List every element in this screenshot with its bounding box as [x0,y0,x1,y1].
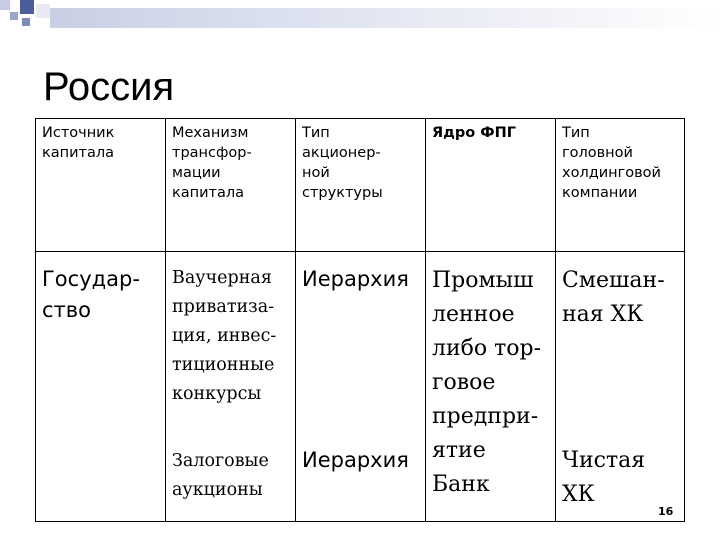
core-value-1: Промыш ленное либо тор- говое предпри- ятие [432,268,542,463]
decorative-square [22,18,30,26]
cell-mechanism [166,252,296,522]
cell-structure [296,252,426,522]
holding-value-1: Смешан- ная ХК [562,268,665,327]
header-label: Источник капитала [42,125,115,161]
holding-value-2: Чистая ХК [562,448,646,507]
header-label: Механизм трансфор- мации капитала [172,125,252,201]
decorative-square [10,12,18,20]
fpg-comparison-table [35,118,685,522]
header-cell-core [426,119,556,252]
header-cell-mechanism [166,119,296,252]
header-cell-structure [296,119,426,252]
header-label: Тип головной холдинговой компании [562,125,661,201]
source-value: Государ- ство [42,267,140,322]
cell-holding [556,252,685,522]
cell-core [426,252,556,522]
structure-value-1: Иерархия [302,267,409,291]
decorative-square [0,0,10,10]
cell-source [36,252,166,522]
page-number: 16 [658,505,674,518]
table-row [36,252,685,522]
decorative-square [20,0,34,14]
header-cell-source [36,119,166,252]
header-label: Тип акционер- ной структуры [302,125,383,201]
mechanism-value-1: Ваучерная приватиза- ция, инвес- тиционные конкурсы [172,268,277,404]
header-label: Ядро ФПГ [432,125,517,141]
structure-value-2: Иерархия [302,448,409,472]
decorative-square [36,4,50,18]
mechanism-value-2: Залоговые аукционы [172,451,269,500]
decorative-header-band [50,8,720,28]
header-cell-holding [556,119,685,252]
slide-title: Россия [43,65,175,109]
core-value-2: Банк [432,472,490,497]
table-header-row [36,119,685,252]
